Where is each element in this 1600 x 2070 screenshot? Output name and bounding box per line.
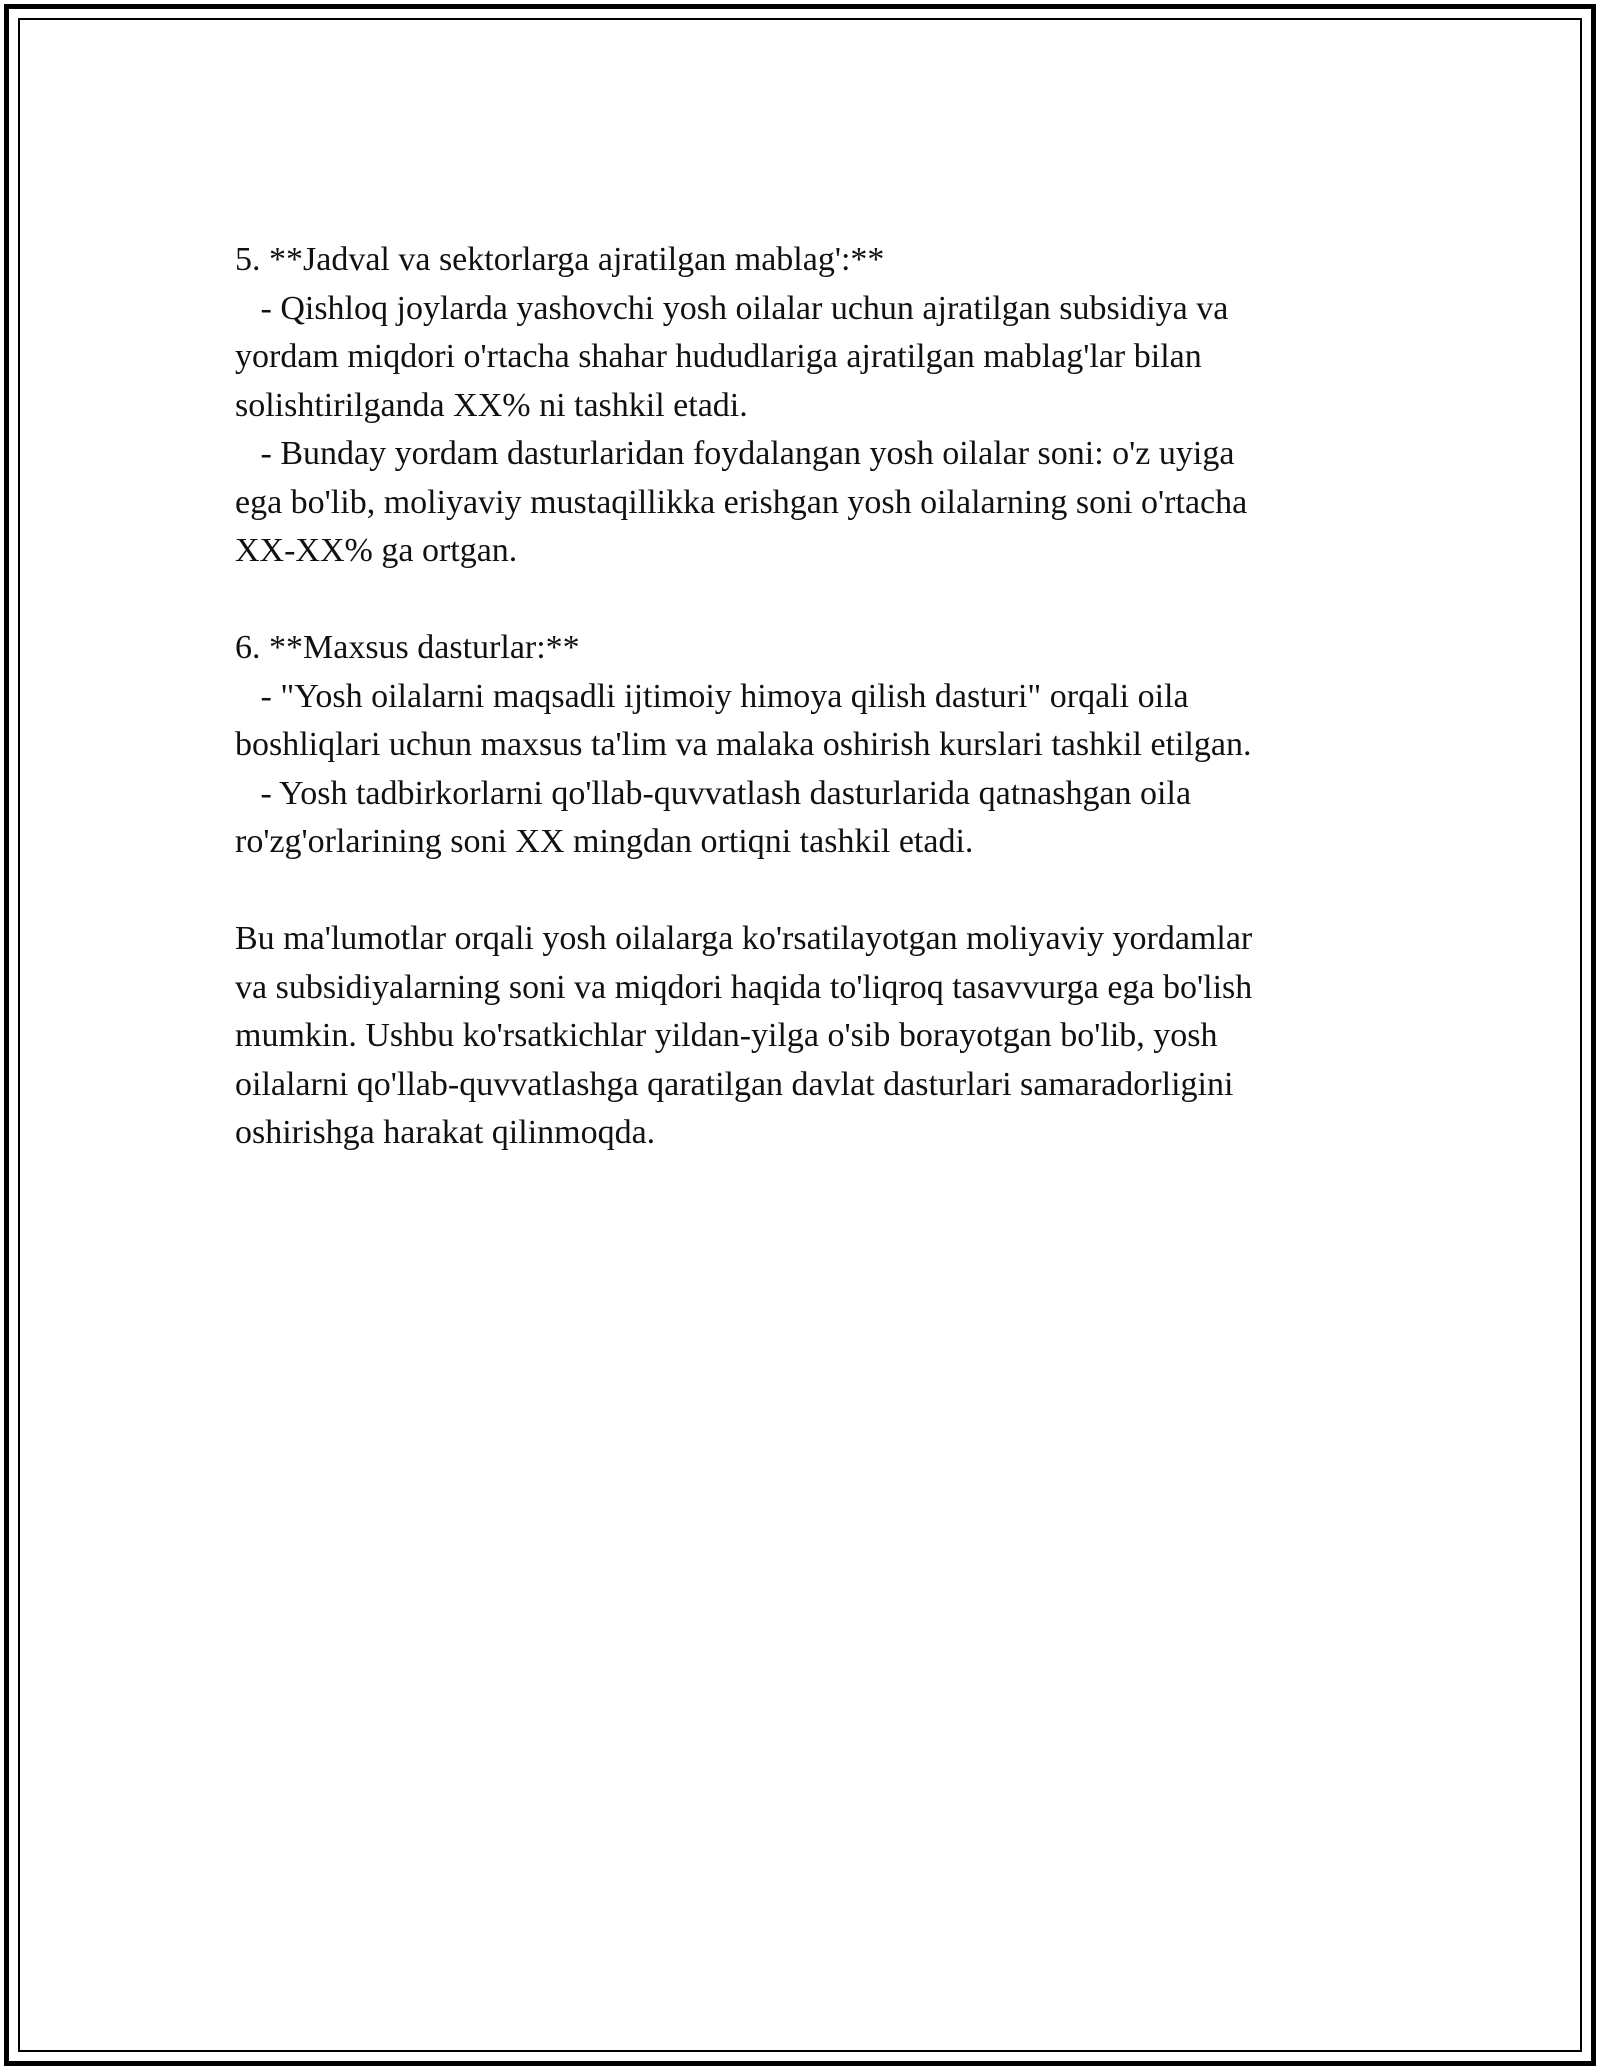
paragraph-gap [235, 576, 1395, 625]
text-line: ro'zg'orlarining soni XX mingdan ortiqni tashkil etadi. [235, 823, 974, 860]
text-line: XX-XX% ga ortgan. [235, 532, 518, 569]
text-line: solishtirilganda XX% ni tashkil etadi. [235, 386, 748, 424]
section-6-bullet-1 [235, 673, 1395, 770]
section-5-heading: 5. **Jadval va sektorlarga ajratilgan mablag':** [235, 241, 885, 278]
section-5 [235, 236, 1395, 576]
text-line: - Bunday yordam dasturlaridan foydalangan yosh oilalar soni: o'z uyiga [235, 435, 1235, 472]
text-line: yordam miqdori o'rtacha shahar hududlariga ajratilgan mablag'lar bilan [235, 338, 1202, 375]
text-line: ega bo'lib, moliyaviy mustaqillikka erishgan yosh oilalarning soni o'rtacha [235, 483, 1248, 521]
text-line: - Yosh tadbirkorlarni qo'llab-quvvatlash dasturlarida qatnashgan oila [235, 774, 1192, 812]
text-line: boshliqlari uchun maxsus ta'lim va malaka oshirish kurslari tashkil etilgan. [235, 726, 1252, 763]
paragraph-gap [235, 867, 1395, 916]
text-line: - "Yosh oilalarni maqsadli ijtimoiy himoya qilish dasturi" orqali oila [235, 677, 1189, 715]
text-line: va subsidiyalarning soni va miqdori haqida to'liqroq tasavvurga ega bo'lish [235, 968, 1253, 1006]
section-5-bullet-2 [235, 430, 1395, 576]
section-6-bullet-2 [235, 770, 1395, 867]
text-line: - Qishloq joylarda yashovchi yosh oilalar uchun ajratilgan subsidiya va [235, 289, 1229, 327]
conclusion-paragraph [235, 915, 1395, 1158]
text-line: oshirishga harakat qilinmoqda. [235, 1114, 656, 1151]
text-line: Bu ma'lumotlar orqali yosh oilalarga ko'rsatilayotgan moliyaviy yordamlar [235, 920, 1253, 957]
text-line: oilalarni qo'llab-quvvatlashga qaratilgan davlat dasturlari samaradorligini [235, 1065, 1234, 1103]
section-6-heading: 6. **Maxsus dasturlar:** [235, 629, 580, 666]
document-body [235, 236, 1395, 1158]
section-5-bullet-1 [235, 285, 1395, 431]
text-line: mumkin. Ushbu ko'rsatkichlar yildan-yilga o'sib borayotgan bo'lib, yosh [235, 1017, 1218, 1054]
section-6 [235, 624, 1395, 867]
